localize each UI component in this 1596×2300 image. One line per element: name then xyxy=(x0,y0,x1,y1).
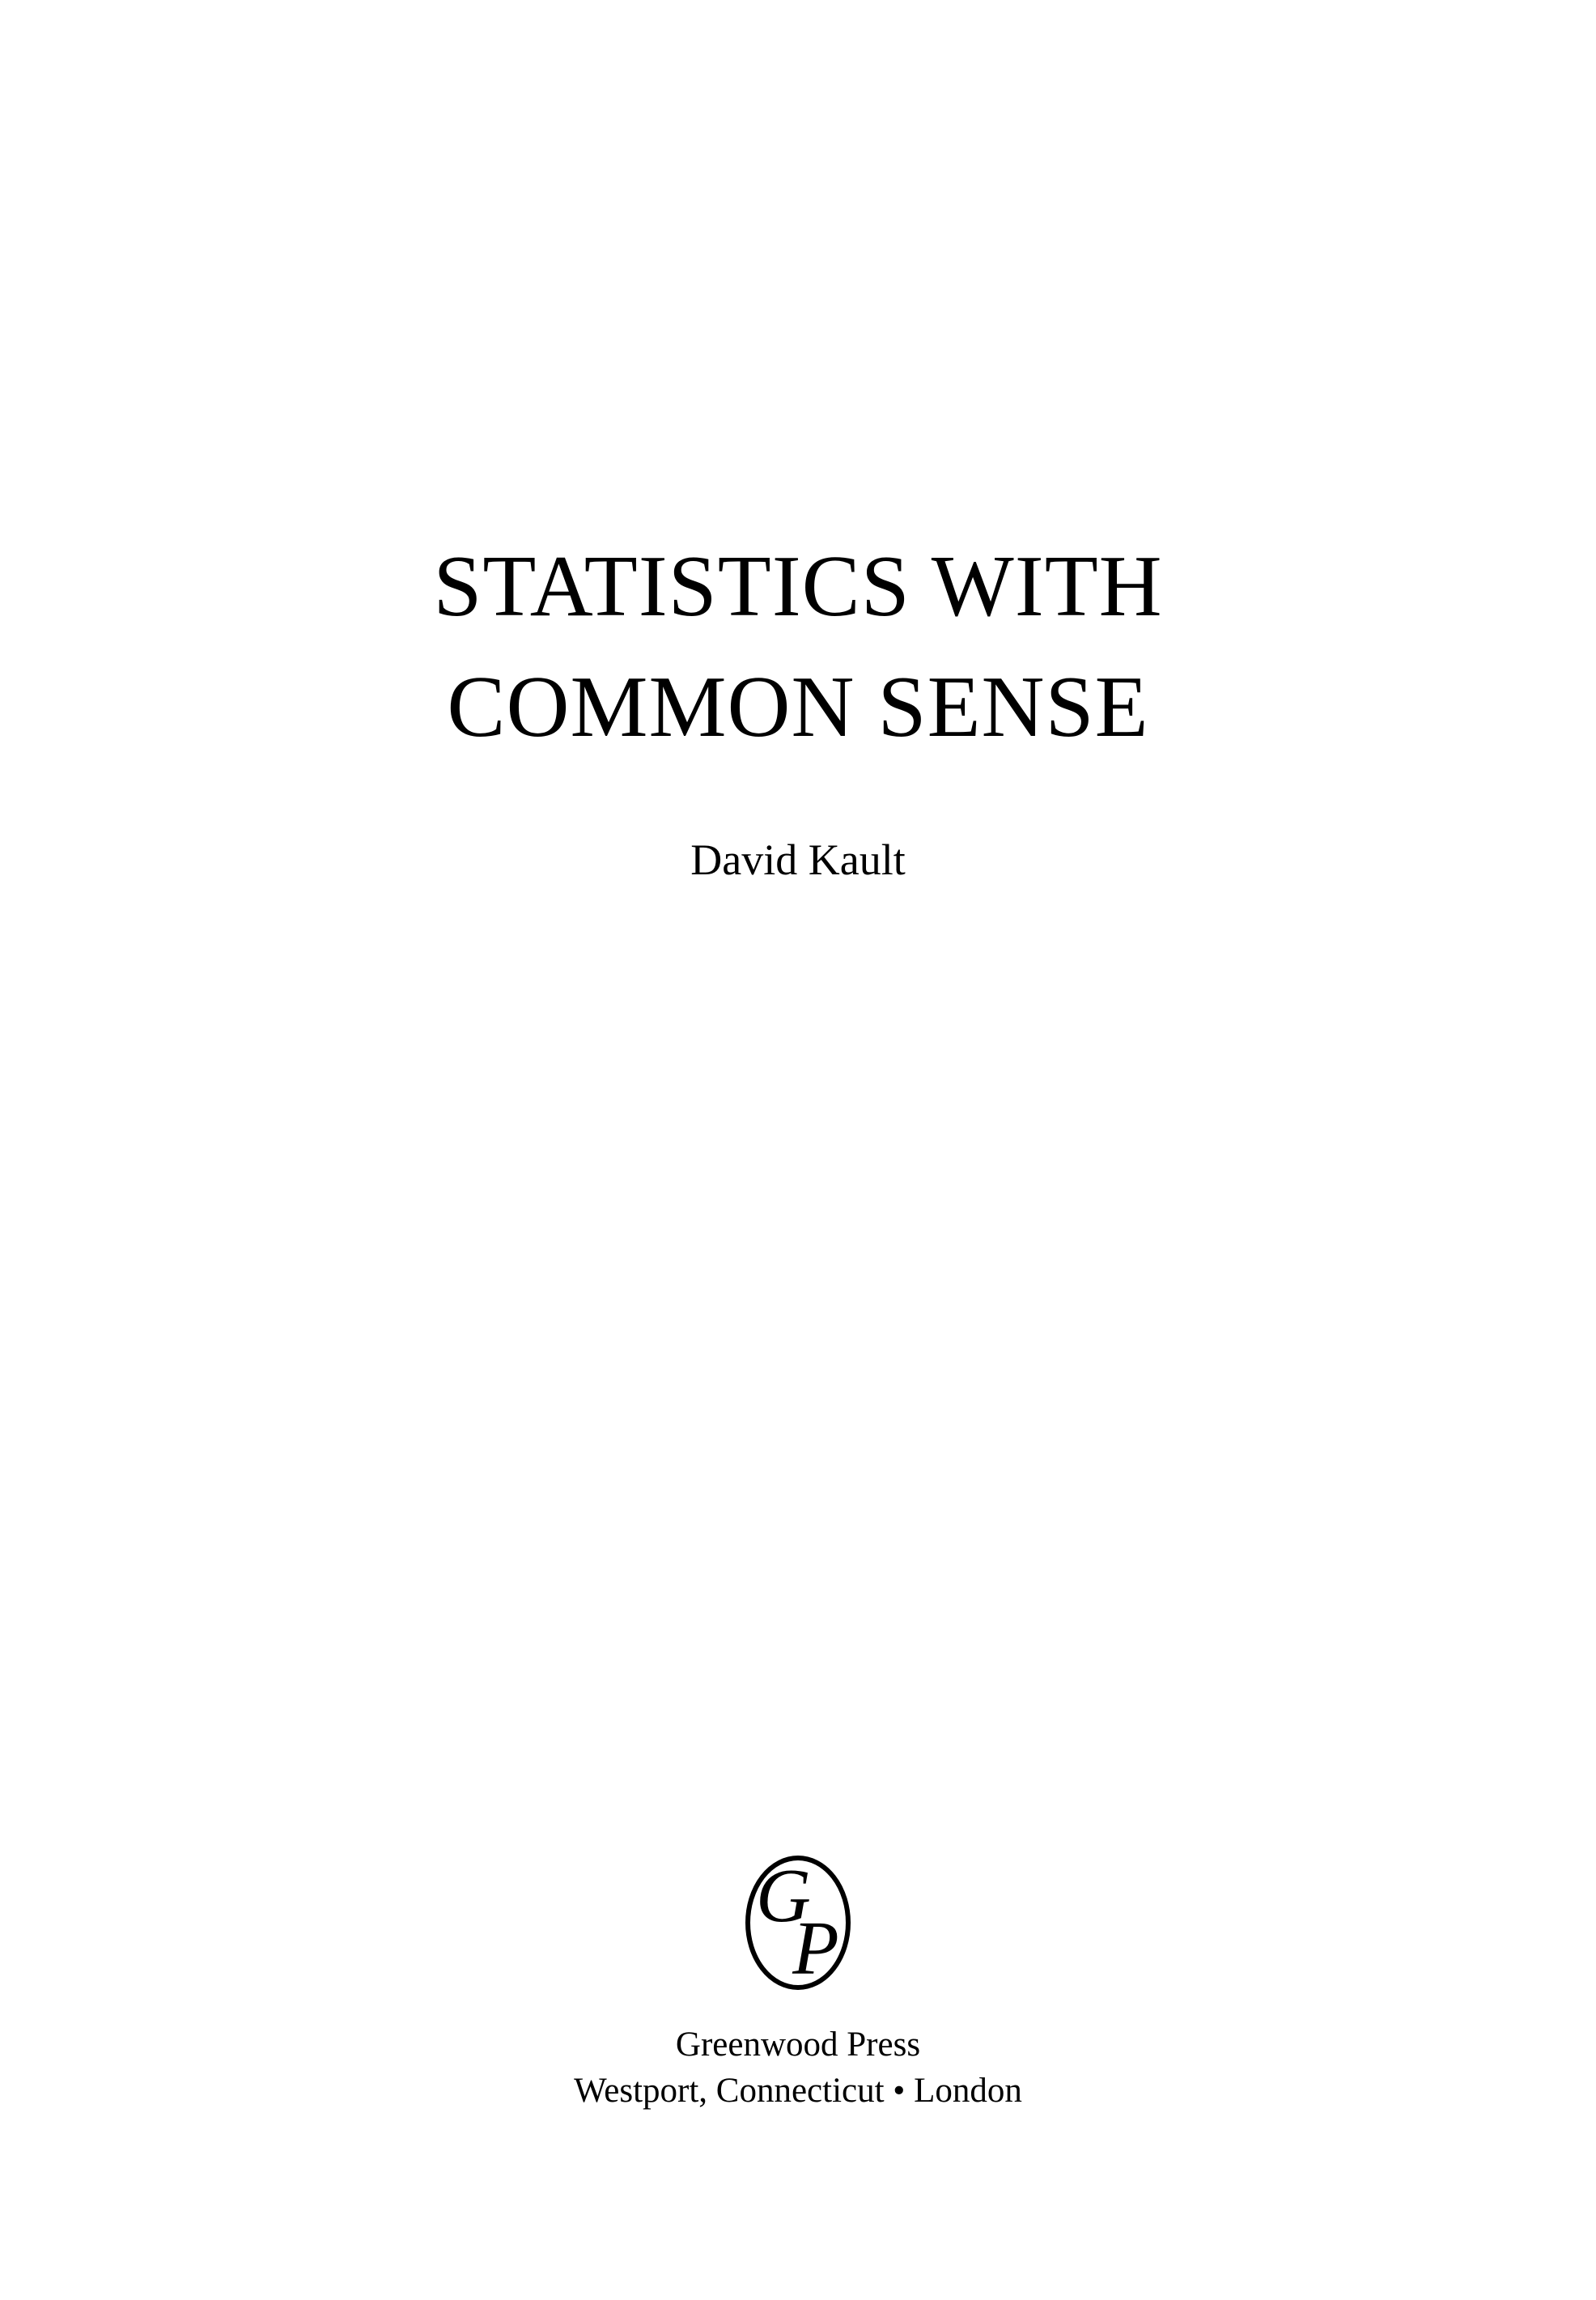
publisher-name: Greenwood Press xyxy=(675,2026,921,2064)
svg-text:P: P xyxy=(792,1907,839,1991)
book-title-line-1: STATISTICS WITH xyxy=(433,538,1163,635)
publisher-location: Westport, Connecticut • London xyxy=(574,2071,1022,2110)
author-name: David Kault xyxy=(690,835,906,884)
book-title-line-2: COMMON SENSE xyxy=(447,659,1149,756)
publisher-block xyxy=(0,1838,1596,2115)
book-title xyxy=(0,526,1596,767)
svg-text:G: G xyxy=(756,1854,811,1938)
gp-monogram-icon xyxy=(717,1842,879,2004)
publisher-logo xyxy=(0,1838,1596,2008)
